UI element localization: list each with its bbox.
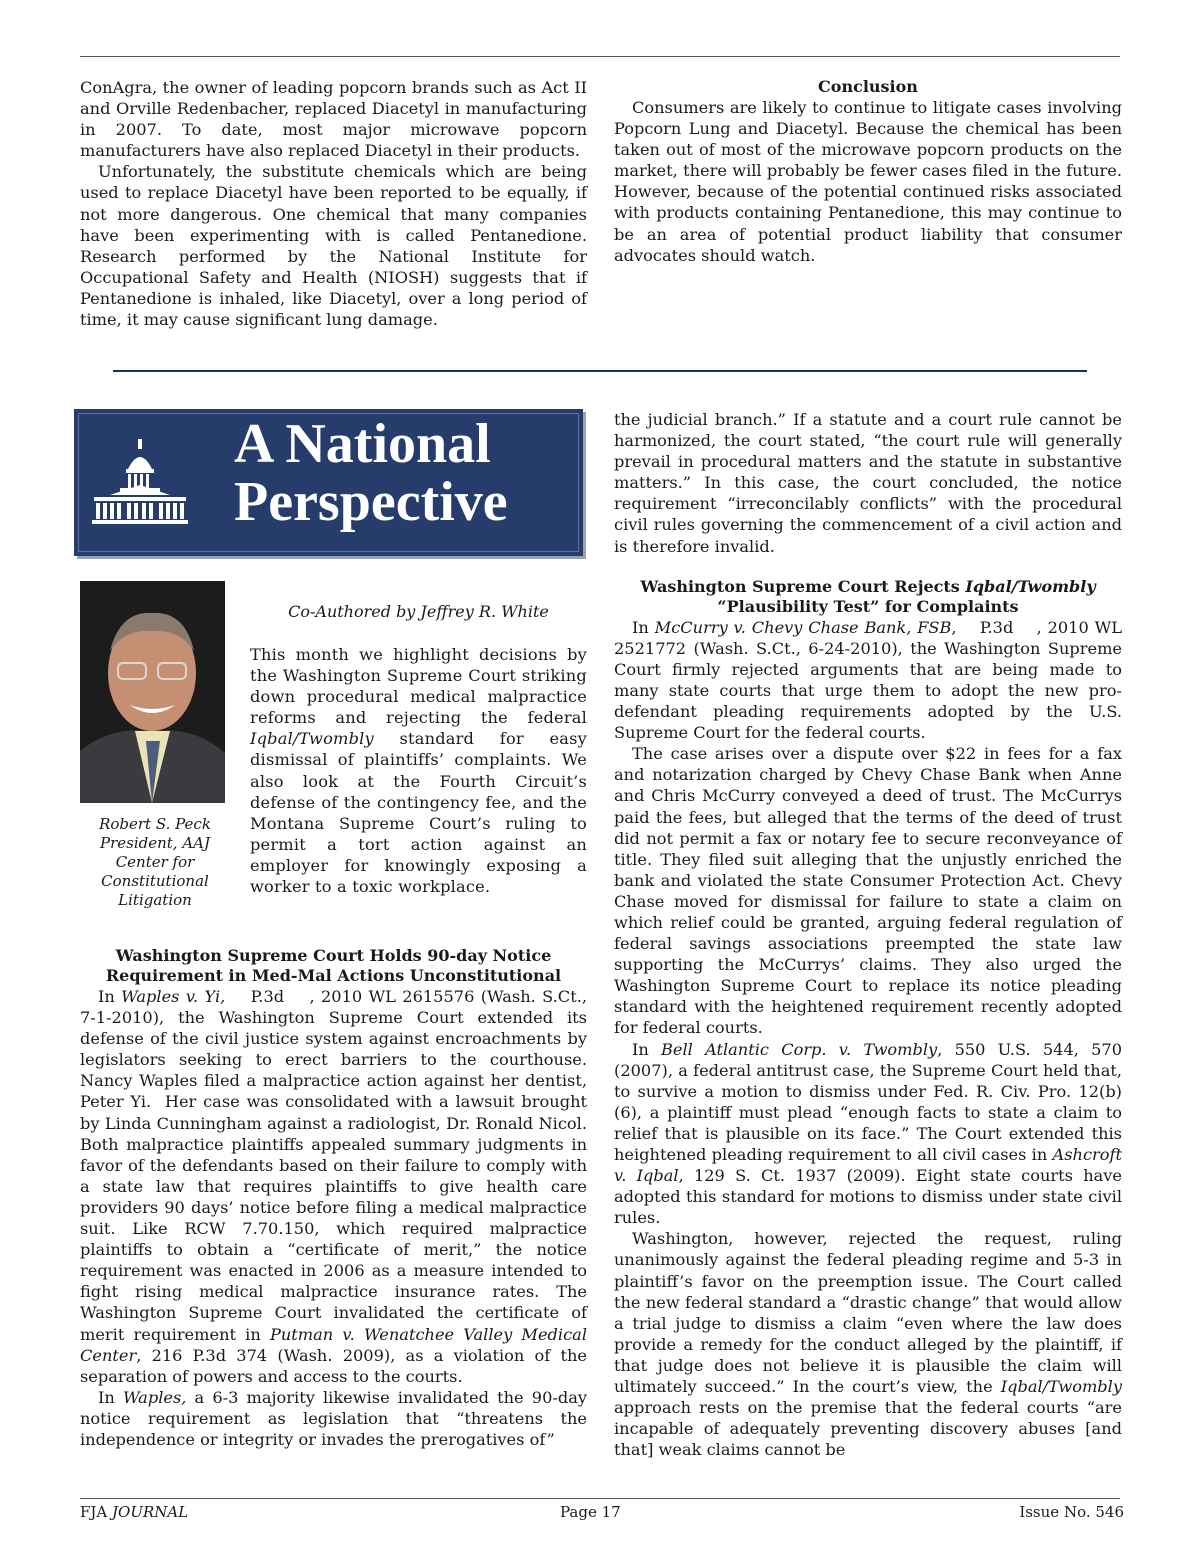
text-run: , P.3d , 2010 WL 2521772 (Wash. S.Ct., 6-24-2010), the Washington Supreme Court firmly rejected arguments that are being made to many state courts that urge them to adopt the new pro-defendant pleading requirements adopted by the U.S. Supreme Court for the federal courts. <box>614 617 1128 743</box>
text-run: In <box>98 1387 123 1407</box>
paragraph: The case arises over a dispute over $22 in fees for a fax and notarization charged by Chevy Chase Bank when Anne and Chris McCurry conveyed a deed of trust. The McCurrys paid the fees, but alleged that the terms of the deed of trust did not permit a fax or notary fee to secure reconveyance of title. They filed suit alleging that the unjustly enriched the bank and violated the state Consumer Protection Act. Chevy Chase moved for dismissal for failure to state a claim on which relief could be granted, arguing federal regulation of federal savings associations preempted the state law supporting the McCurrys’ claims. They also urged the Washington Supreme Court to replace its notice pleading standard with the heightened requirement recently adopted for federal courts. <box>614 744 1122 1038</box>
paragraph: Consumers are likely to continue to litigate cases involving Popcorn Lung and Diacetyl. Because the chemical has been taken out of most of the microwave popcorn products on the market, there will probably be fewer cases filed in the future. However, because of the potential continued risks associated with products containing Pentanedione, this may continue to be an area of potential product liability that consumer advocates should watch. <box>614 98 1122 265</box>
author-caption <box>80 815 230 910</box>
heading-line: “Plausibility Test” for Complaints <box>717 596 1019 616</box>
banner-title-line1: A National <box>234 413 491 475</box>
text-run: , 216 P.3d 374 (Wash. 2009), as a violation of the separation of powers and access to the courts. <box>80 1345 587 1386</box>
footer-text: FJA <box>80 1503 113 1521</box>
paragraph: the judicial branch.” If a statute and a court rule cannot be harmonized, the court stated, “the court rule will generally prevail in procedural matters and the statute in substantive matters.” In this case, the court concluded, the notice requirement “irreconcilably conflicts” with the procedural civil rules governing the commencement of a civil action and is therefore invalid. <box>614 410 1122 556</box>
banner-title-line2: Perspective <box>234 471 508 533</box>
heading-line-italic: Iqbal/Twombly <box>965 576 1096 596</box>
text-run-italic: Iqbal/Twombly <box>1000 1377 1122 1397</box>
paragraph <box>614 1228 1122 1460</box>
text-run: Washington, however, rejected the request, ruling unanimously against the federal pleading regime and 5-3 in plaintiff’s favor on the preemption issue. The Court called the new federal standard a “drastic change” that would allow a trial judge to dismiss a claim “even where the law does provide a remedy for the conduct alleged by the plaintiff, if that judge does not believe it is plausible the claim will ultimately succeed.” In the court’s view, the <box>614 1229 1122 1397</box>
intro-paragraph <box>250 644 587 897</box>
text-run: standard for easy dismissal of plaintiffs’ complaints. We also look at the Fourth Circuit’s defense of the contingency fee, and the Montana Supreme Court’s ruling to permit a tort action against an employer for knowingly exposing a worker to a toxic workplace. <box>250 729 587 897</box>
paragraph <box>80 986 598 1387</box>
paragraph: ConAgra, the owner of leading popcorn brands such as Act II and Orville Redenbacher, replaced Diacetyl in manufacturing in 2007. To date, most major microwave popcorn manufacturers have also replaced Diacetyl in their products. <box>80 78 587 161</box>
text-run: In <box>98 987 122 1006</box>
conclusion-heading: Conclusion <box>818 77 918 96</box>
intro-block <box>250 644 587 897</box>
national-perspective-banner <box>74 409 583 556</box>
text-run: This month we highlight decisions by the Washington Supreme Court striking down procedural medical malpractice reforms and rejecting the federal <box>250 645 587 728</box>
text-run-italic: Bell Atlantic Corp. v. Twombly <box>661 1039 938 1059</box>
paragraph <box>614 617 1128 744</box>
paragraph <box>614 1039 1122 1229</box>
section1-heading <box>80 946 587 986</box>
paragraph: Unfortunately, the substitute chemicals which are being used to replace Diacetyl have been reported to be equally, if not more dangerous. One chemical that many companies have been experimenting with is called Pentanedione. Research performed by the National Institute for Occupational Safety and Health (NIOSH) suggests that if Pentanedione is inhaled, like Diacetyl, over a long period of time, it may cause significant lung damage. <box>80 162 587 330</box>
top-rule <box>80 56 1120 57</box>
bottom-left-column <box>80 946 598 1450</box>
text-run: In <box>632 617 655 637</box>
text-run: , 550 U.S. 544, 570 (2007), a federal antitrust case, the Supreme Court held that, to survive a motion to dismiss under Fed. R. Civ. Pro. 12(b)(6), a plaintiff must plead “enough facts to state a claim to relief that is plausible on its face.” The Court extended this heightened pleading requirement to all civil cases in <box>614 1039 1122 1164</box>
caption-line: Robert S. Peck <box>99 815 211 833</box>
footer-text-italic: JOURNAL <box>112 1503 189 1521</box>
heading-line: Washington Supreme Court Rejects <box>640 576 966 596</box>
text-run-italic: Iqbal/Twombly <box>250 729 374 749</box>
text-run-italic: Ashcroft v. Iqbal <box>614 1145 1122 1186</box>
paragraph <box>80 1387 587 1450</box>
capitol-building-icon <box>90 437 190 527</box>
top-right-column <box>614 77 1122 266</box>
heading-line: Washington Supreme Court Holds 90-day Notice <box>115 946 552 965</box>
footer-page-number: Page 17 <box>560 1503 621 1521</box>
caption-line: Constitutional <box>101 872 209 890</box>
banner-title <box>234 415 508 531</box>
author-photo <box>80 581 225 803</box>
text-run: , 129 S. Ct. 1937 (2009). Eight state courts have adopted this standard for motions to dismiss under state civil rules. <box>614 1166 1123 1228</box>
heading-line: Requirement in Med-Mal Actions Unconstitutional <box>105 966 562 985</box>
text-run: approach rests on the premise that the federal courts “are incapable of adequately preventing discovery abuses [and that] weak claims cannot be <box>614 1398 1122 1460</box>
caption-line: Center for <box>115 853 195 871</box>
footer-journal <box>80 1503 188 1521</box>
text-run: P.3d , 2010 WL 2615576 (Wash. S.Ct., 7-1-2010), the Washington Supreme Court extended its defense of the civil justice system against encroachments by legislators seeking to erect barriers to the courthouse. Nancy Waples filed a malpractice action against her dentist, Peter Yi. Her case was consolidated with a lawsuit brought by Linda Cunningham against a radiologist, Dr. Ronald Nicol. Both malpractice plaintiffs appealed summary judgments in favor of the defendants based on their failure to comply with a state law that requires plaintiffs to give health care providers 90 days’ notice before filing a medical malpractice suit. Like RCW 7.70.150, which required malpractice plaintiffs to obtain a “certificate of merit,” the notice requirement was enacted in 2006 as a measure intended to fight rising medical malpractice insurance rates. The Washington Supreme Court invalidated the certificate of merit requirement in <box>80 987 598 1344</box>
coauthor-credit: Co-Authored by Jeffrey R. White <box>288 602 549 621</box>
section2-heading <box>614 577 1122 617</box>
footer-issue: Issue No. 546 <box>1019 1503 1124 1521</box>
text-run: a 6-3 majority likewise invalidated the 90-day notice requirement as legislation that “threatens the independence or integrity or invades the prerogatives of” <box>80 1387 587 1449</box>
caption-line: President, AAJ <box>99 834 211 852</box>
bottom-right-column <box>614 409 1128 1460</box>
text-run-italic: Putman v. Wenatchee Valley Medical Center <box>80 1324 587 1365</box>
text-run: In <box>632 1039 662 1059</box>
text-run-italic: Waples v. Yi, <box>121 987 226 1006</box>
text-run-italic: McCurry v. Chevy Chase Bank, FSB <box>654 617 952 637</box>
caption-line: Litigation <box>118 891 192 909</box>
footer-rule <box>80 1498 1120 1499</box>
section-divider <box>113 370 1087 372</box>
top-left-column <box>80 77 587 330</box>
author-portrait-icon <box>80 581 225 803</box>
text-run-italic: Waples, <box>122 1387 187 1407</box>
